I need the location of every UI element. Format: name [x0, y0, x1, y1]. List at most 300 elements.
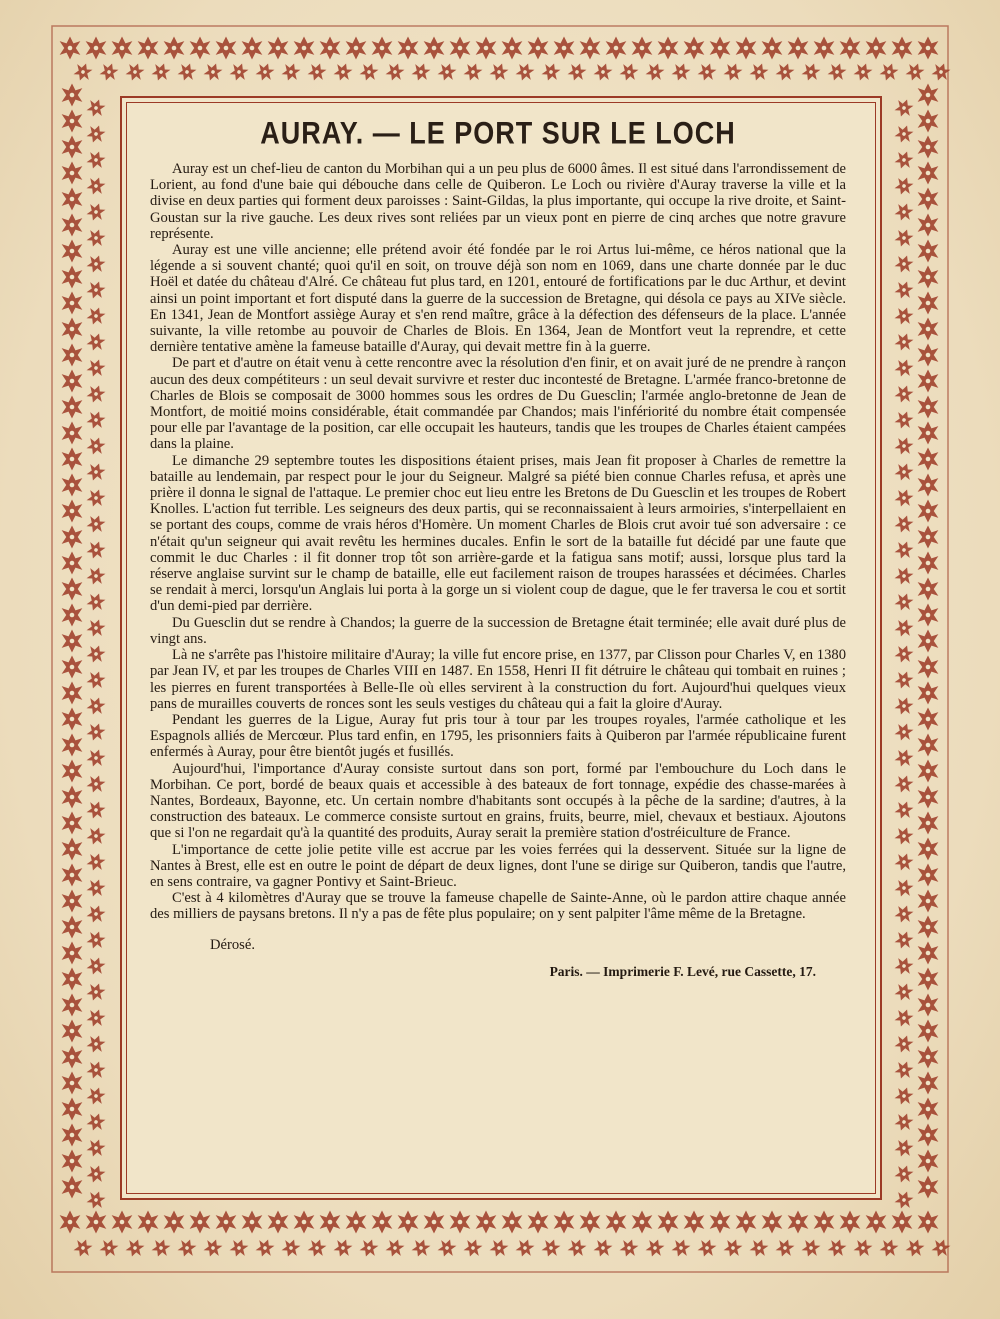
border-ornament	[826, 1237, 847, 1259]
border-ornament	[893, 1059, 914, 1081]
border-ornament	[164, 37, 185, 60]
border-ornament	[918, 84, 939, 107]
border-ornament	[372, 37, 393, 60]
border-ornament	[488, 1237, 509, 1259]
border-ornament	[138, 37, 159, 60]
border-ornament	[346, 1211, 367, 1234]
border-ornament	[893, 1033, 914, 1055]
border-ornament	[918, 838, 939, 861]
border-ornament	[918, 1098, 939, 1121]
border-ornament	[124, 61, 145, 83]
border-ornament	[800, 1237, 821, 1259]
border-ornament	[918, 1046, 939, 1069]
border-ornament	[918, 292, 939, 315]
border-ornament	[918, 188, 939, 211]
border-ornament	[476, 37, 497, 60]
border-ornament	[85, 1085, 106, 1107]
border-ornament	[62, 188, 83, 211]
border-ornament	[893, 825, 914, 847]
border-ornament	[684, 1211, 705, 1234]
border-ornament	[216, 37, 237, 60]
border-ornament	[918, 1150, 939, 1173]
border-ornament	[138, 1211, 159, 1234]
border-ornament	[893, 409, 914, 431]
border-ornament	[85, 357, 106, 379]
border-ornament	[918, 474, 939, 497]
border-ornament	[618, 61, 639, 83]
border-ornament	[62, 1176, 83, 1199]
border-ornament	[85, 1111, 106, 1133]
border-ornament	[893, 123, 914, 145]
border-ornament	[176, 61, 197, 83]
border-ornament	[85, 695, 106, 717]
paragraph: Aujourd'hui, l'importance d'Auray consiste surtout dans son port, formé par l'embouchure du Loch dans le Morbihan. Ce port, bordé de beaux quais et accessible à des bateaux de fort tonnage, expédie des chasse-marées à Nantes, Bordeaux, Bayonne, etc. Un certain nombre d'habitants sont occupés à la pêche de la sardine; d'autres, à la construction des bateaux. Le commerce consiste surtout en grains, fruits, beurre, miel, chevaux et bestiaux. Ajoutons que si l'on ne regardait qu'à la quantité des produits, Auray serait la première station d'ostréiculture de France.	[150, 760, 846, 842]
border-ornament	[450, 1211, 471, 1234]
border-ornament	[918, 162, 939, 185]
border-ornament	[98, 61, 119, 83]
border-ornament	[124, 1237, 145, 1259]
border-ornament	[918, 916, 939, 939]
border-ornament	[85, 851, 106, 873]
border-ornament	[644, 1237, 665, 1259]
border-ornament	[62, 1046, 83, 1069]
border-ornament	[372, 1211, 393, 1234]
border-ornament	[918, 1211, 939, 1234]
border-ornament	[918, 240, 939, 263]
border-ornament	[554, 37, 575, 60]
border-ornament	[774, 1237, 795, 1259]
border-ornament	[150, 1237, 171, 1259]
border-ornament	[320, 1211, 341, 1234]
border-ornament	[893, 227, 914, 249]
border-ornament	[893, 851, 914, 873]
border-ornament	[918, 578, 939, 601]
border-ornament	[918, 552, 939, 575]
border-ornament	[85, 565, 106, 587]
border-ornament	[62, 890, 83, 913]
border-ornament	[893, 461, 914, 483]
border-ornament	[62, 162, 83, 185]
border-ornament	[893, 539, 914, 561]
border-ornament	[893, 1085, 914, 1107]
border-ornament	[62, 474, 83, 497]
border-ornament	[332, 1237, 353, 1259]
border-ornament	[488, 61, 509, 83]
border-ornament	[918, 734, 939, 757]
border-ornament	[294, 37, 315, 60]
border-ornament	[893, 669, 914, 691]
border-ornament	[62, 500, 83, 523]
border-ornament	[918, 344, 939, 367]
border-ornament	[202, 61, 223, 83]
border-ornament	[280, 61, 301, 83]
border-ornament	[893, 565, 914, 587]
border-ornament	[242, 37, 263, 60]
border-ornament	[85, 487, 106, 509]
border-ornament	[566, 1237, 587, 1259]
border-ornament	[85, 825, 106, 847]
border-ornament	[502, 1211, 523, 1234]
border-ornament	[878, 61, 899, 83]
border-ornament	[85, 383, 106, 405]
paragraph: Auray est un chef-lieu de canton du Morbihan qui a un peu plus de 6000 âmes. Il est situé dans l'arrondissement de Lorient, au fond d'une baie qui débouche dans celle de Quiberon. Le Loch ou rivière d'Auray traverse la ville et la divise en deux parties qui forment deux paroisses : Saint-Gildas, la plus importante, qui occupe la rive droite, et Saint-Goustan sur la rive gauche. Les deux rives sont reliées par un vieux pont en pierre de cinq arches que notre gravure représente.	[150, 161, 846, 242]
border-ornament	[814, 37, 835, 60]
border-ornament	[554, 1211, 575, 1234]
border-ornament	[398, 37, 419, 60]
border-ornament	[85, 513, 106, 535]
border-ornament	[85, 799, 106, 821]
border-ornament	[528, 1211, 549, 1234]
border-ornament	[462, 1237, 483, 1259]
border-ornament	[85, 123, 106, 145]
border-ornament	[86, 37, 107, 60]
border-ornament	[85, 747, 106, 769]
border-ornament	[918, 682, 939, 705]
border-ornament	[893, 331, 914, 353]
border-ornament	[502, 37, 523, 60]
border-ornament	[893, 1111, 914, 1133]
border-ornament	[85, 201, 106, 223]
paragraph: De part et d'autre on était venu à cette rencontre avec la résolution d'en finir, et on avait juré de ne prendre à rançon aucun des deux compétiteurs : un seul devait survivre et rester duc incontesté de Bretagne. L'armée franco-bretonne de Charles de Blois se composait de 3000 hommes sous les ordres de Du Guesclin; l'armée anglo-bretonne de Jean de Montfort, de moitié moins considérable, était commandée par Chandos; mais l'infériorité du nombre était compensée pour elle par l'avantage de la position, car elle occupait les hauteurs, tandis que les troupes de Charles étaient campées dans la plaine.	[150, 355, 846, 453]
border-ornament	[893, 513, 914, 535]
border-ornament	[893, 357, 914, 379]
border-ornament	[384, 1237, 405, 1259]
border-ornament	[606, 1211, 627, 1234]
border-ornament	[696, 1237, 717, 1259]
border-ornament	[918, 214, 939, 237]
border-ornament	[814, 1211, 835, 1234]
border-ornament	[410, 1237, 431, 1259]
border-ornament	[190, 1211, 211, 1234]
border-ornament	[918, 110, 939, 133]
border-ornament	[85, 253, 106, 275]
border-ornament	[878, 1237, 899, 1259]
border-ornament	[62, 682, 83, 705]
border-ornament	[62, 1020, 83, 1043]
border-ornament	[85, 617, 106, 639]
border-ornament	[164, 1211, 185, 1234]
border-ornament	[788, 1211, 809, 1234]
border-ornament	[892, 37, 913, 60]
border-ornament	[658, 37, 679, 60]
border-ornament	[62, 604, 83, 627]
border-ornament	[62, 370, 83, 393]
border-ornament	[62, 578, 83, 601]
border-ornament	[710, 1211, 731, 1234]
paragraph: C'est à 4 kilomètres d'Auray que se trouve la fameuse chapelle de Sainte-Anne, où le pardon attire chaque année des milliers de paysans bretons. Il n'y a pas de fête plus populaire; on y sent palpiter l'âme même de la Bretagne.	[150, 890, 846, 923]
printer-imprint: Paris. — Imprimerie F. Levé, rue Cassette, 17.	[549, 963, 816, 979]
border-ornament	[918, 890, 939, 913]
border-ornament	[774, 61, 795, 83]
border-ornament	[62, 734, 83, 757]
border-ornament	[85, 331, 106, 353]
border-ornament	[866, 1211, 887, 1234]
border-ornament	[840, 1211, 861, 1234]
border-ornament	[893, 955, 914, 977]
border-ornament	[893, 279, 914, 301]
border-ornament	[918, 500, 939, 523]
border-ornament	[85, 929, 106, 951]
border-ornament	[592, 61, 613, 83]
border-ornament	[893, 617, 914, 639]
border-ornament	[632, 37, 653, 60]
border-ornament	[280, 1237, 301, 1259]
border-ornament	[306, 1237, 327, 1259]
border-ornament	[242, 1211, 263, 1234]
border-ornament	[918, 526, 939, 549]
border-ornament	[85, 149, 106, 171]
border-ornament	[62, 448, 83, 471]
border-ornament	[294, 1211, 315, 1234]
border-ornament	[893, 929, 914, 951]
border-ornament	[85, 435, 106, 457]
border-ornament	[644, 61, 665, 83]
border-ornament	[358, 61, 379, 83]
border-ornament	[62, 318, 83, 341]
border-ornament	[85, 279, 106, 301]
border-ornament	[893, 643, 914, 665]
border-ornament	[85, 1007, 106, 1029]
border-ornament	[736, 1211, 757, 1234]
border-ornament	[60, 37, 81, 60]
border-ornament	[60, 1211, 81, 1234]
border-ornament	[618, 1237, 639, 1259]
border-ornament	[670, 1237, 691, 1259]
border-ornament	[580, 37, 601, 60]
border-ornament	[85, 97, 106, 119]
border-ornament	[85, 877, 106, 899]
border-ornament	[85, 227, 106, 249]
border-ornament	[893, 1189, 914, 1211]
border-ornament	[62, 942, 83, 965]
border-ornament	[62, 786, 83, 809]
border-ornament	[72, 61, 93, 83]
border-ornament	[670, 61, 691, 83]
border-ornament	[918, 994, 939, 1017]
border-ornament	[918, 656, 939, 679]
border-ornament	[62, 1098, 83, 1121]
border-ornament	[85, 409, 106, 431]
paragraph: Pendant les guerres de la Ligue, Auray fut pris tour à tour par les troupes royales, l'armée catholique et les Espagnols alliés de Mercœur. Plus tard enfin, en 1795, les prisonniers faits à Quiberon par l'armée républicaine furent enfermés à Auray, pour être bientôt jugés et fusillés.	[150, 711, 846, 761]
border-ornament	[918, 1124, 939, 1147]
border-ornament	[893, 175, 914, 197]
border-ornament	[98, 1237, 119, 1259]
border-ornament	[424, 37, 445, 60]
border-ornament	[62, 656, 83, 679]
border-ornament	[918, 370, 939, 393]
paragraph: Du Guesclin dut se rendre à Chandos; la guerre de la succession de Bretagne était terminée; elle avait duré plus de vingt ans.	[150, 614, 846, 647]
border-ornament	[176, 1237, 197, 1259]
border-ornament	[684, 37, 705, 60]
border-ornament	[710, 37, 731, 60]
border-ornament	[893, 1163, 914, 1185]
border-ornament	[62, 916, 83, 939]
border-ornament	[606, 37, 627, 60]
border-ornament	[358, 1237, 379, 1259]
border-ornament	[436, 61, 457, 83]
border-ornament	[320, 37, 341, 60]
border-ornament	[696, 61, 717, 83]
border-ornament	[112, 37, 133, 60]
border-ornament	[62, 110, 83, 133]
paragraph: Auray est une ville ancienne; elle prétend avoir été fondée par le roi Artus lui-même, ce héros national que la légende a si souvent chanté; quoi qu'il en soit, on trouve déjà son nom en 1069, dans une charte donnée par le duc Hoël et datée du château d'Alré. Ce château fut plus tard, en 1201, entouré de fortifications par le duc Arthur, et devint ainsi un point important et fort disputé dans la guerre de la succession de Bretagne, qui désola ce pays au XIVe siècle. En 1341, Jean de Montfort assiège Auray et s'en rend maître, grâce à la défection des défenseurs de la place. L'année suivante, la ville retombe au pouvoir de Charles de Blois. En 1364, Jean de Montfort veut la reprendre, et cette dernière tentative amène la fameuse bataille d'Auray, qui devait mettre fin à la guerre.	[150, 242, 846, 356]
border-ornament	[632, 1211, 653, 1234]
border-ornament	[476, 1211, 497, 1234]
border-ornament	[893, 903, 914, 925]
border-ornament	[410, 61, 431, 83]
border-ornament	[893, 591, 914, 613]
border-ornament	[918, 37, 939, 60]
border-ornament	[86, 1211, 107, 1234]
border-ornament	[540, 1237, 561, 1259]
page-title: AURAY. — LE PORT SUR LE LOCH	[260, 115, 736, 151]
border-ornament	[514, 61, 535, 83]
paragraph: Le dimanche 29 septembre toutes les dispositions étaient prises, mais Jean fit proposer à Charles de remettre la bataille au lendemain, par respect pour le jour du Seigneur. Malgré sa piété bien connue Charles refusa, et après une prière il donna le signal de l'attaque. Le premier choc eut lieu entre les Bretons de Du Guesclin et les troupes de Robert Knolles. L'action fut terrible. Les seigneurs des deux partis, qui se reconnaissaient à leurs armoiries, s'interpellaient en se portant des coups, comme de vrais héros d'Homère. Un moment Charles de Blois crut avoir tué son adversaire : ce n'était qu'un seigneur qui avait revêtu les hermines ducales. Enfin le sort de la bataille fut décidé par une faute que commit le duc Charles : il fit donner trop tôt son arrière-garde et la fatigua sans motif; aussi, lorsque plus tard la réserve anglaise survint sur le champ de bataille, elle eut facilement raison de troupes harassées et décimées. Charles se rendait à merci, lorsqu'un Anglais lui porta à la gorge un si violent coup de dague, que le fer traversa le cou et sortit d'un demi-pied par derrière.	[150, 452, 846, 615]
border-ornament	[893, 799, 914, 821]
border-ornament	[800, 61, 821, 83]
border-ornament	[866, 37, 887, 60]
border-ornament	[85, 773, 106, 795]
border-ornament	[893, 149, 914, 171]
border-ornament	[893, 253, 914, 275]
border-ornament	[528, 37, 549, 60]
border-ornament	[580, 1211, 601, 1234]
border-ornament	[202, 1237, 223, 1259]
border-ornament	[826, 61, 847, 83]
paragraph: L'importance de cette jolie petite ville est accrue par les voies ferrées qui la desservent. Située sur la ligne de Nantes à Brest, elle est en outre le point de départ de deux lignes, dont l'une se dirige sur Quiberon, tandis que l'autre, en sens contraire, va gagner Pontivy et Saint-Brieuc.	[150, 841, 846, 890]
border-ornament	[62, 214, 83, 237]
border-ornament	[254, 1237, 275, 1259]
border-ornament	[592, 1237, 613, 1259]
border-ornament	[62, 968, 83, 991]
border-ornament	[904, 61, 925, 83]
border-ornament	[85, 1189, 106, 1211]
border-ornament	[893, 695, 914, 717]
border-ornament	[658, 1211, 679, 1234]
border-ornament	[62, 1124, 83, 1147]
border-ornament	[748, 1237, 769, 1259]
border-ornament	[62, 266, 83, 289]
border-ornament	[892, 1211, 913, 1234]
border-ornament	[893, 487, 914, 509]
border-ornament	[254, 61, 275, 83]
border-ornament	[722, 61, 743, 83]
border-ornament	[346, 37, 367, 60]
border-ornament	[62, 84, 83, 107]
border-ornament	[216, 1211, 237, 1234]
border-ornament	[893, 773, 914, 795]
signature: Dérosé.	[210, 936, 255, 953]
border-ornament	[722, 1237, 743, 1259]
border-ornament	[85, 461, 106, 483]
border-ornament	[85, 1163, 106, 1185]
border-ornament	[852, 1237, 873, 1259]
border-ornament	[893, 1137, 914, 1159]
border-ornament	[893, 877, 914, 899]
border-ornament	[112, 1211, 133, 1234]
border-ornament	[918, 812, 939, 835]
border-ornament	[918, 864, 939, 887]
border-ornament	[85, 721, 106, 743]
border-ornament	[85, 643, 106, 665]
border-ornament	[85, 539, 106, 561]
border-ornament	[918, 448, 939, 471]
border-ornament	[918, 708, 939, 731]
border-ornament	[918, 604, 939, 627]
border-ornament	[62, 630, 83, 653]
border-ornament	[918, 1020, 939, 1043]
border-ornament	[540, 61, 561, 83]
border-ornament	[748, 61, 769, 83]
border-ornament	[85, 903, 106, 925]
border-ornament	[918, 942, 939, 965]
border-ornament	[85, 981, 106, 1003]
border-ornament	[268, 37, 289, 60]
border-ornament	[332, 61, 353, 83]
border-ornament	[62, 812, 83, 835]
border-ornament	[893, 721, 914, 743]
border-ornament	[852, 61, 873, 83]
border-ornament	[72, 1237, 93, 1259]
border-ornament	[893, 305, 914, 327]
border-ornament	[85, 175, 106, 197]
border-ornament	[85, 669, 106, 691]
border-ornament	[62, 864, 83, 887]
article	[150, 112, 846, 1192]
border-ornament	[918, 396, 939, 419]
border-ornament	[918, 968, 939, 991]
border-ornament	[436, 1237, 457, 1259]
border-ornament	[85, 1137, 106, 1159]
border-ornament	[398, 1211, 419, 1234]
border-ornament	[893, 981, 914, 1003]
border-ornament	[384, 61, 405, 83]
border-ornament	[62, 760, 83, 783]
border-ornament	[85, 1033, 106, 1055]
border-ornament	[62, 292, 83, 315]
border-ornament	[85, 955, 106, 977]
border-ornament	[85, 591, 106, 613]
border-ornament	[918, 786, 939, 809]
border-ornament	[893, 435, 914, 457]
border-ornament	[918, 630, 939, 653]
border-ornament	[893, 201, 914, 223]
border-ornament	[893, 1007, 914, 1029]
border-ornament	[893, 97, 914, 119]
border-ornament	[424, 1211, 445, 1234]
border-ornament	[62, 526, 83, 549]
border-ornament	[904, 1237, 925, 1259]
border-ornament	[788, 37, 809, 60]
border-ornament	[62, 422, 83, 445]
border-ornament	[62, 1072, 83, 1095]
border-ornament	[918, 1176, 939, 1199]
border-ornament	[893, 747, 914, 769]
border-ornament	[150, 61, 171, 83]
border-ornament	[566, 61, 587, 83]
border-ornament	[736, 37, 757, 60]
border-ornament	[228, 1237, 249, 1259]
border-ornament	[268, 1211, 289, 1234]
border-ornament	[762, 1211, 783, 1234]
border-ornament	[893, 383, 914, 405]
border-ornament	[462, 61, 483, 83]
border-ornament	[918, 266, 939, 289]
border-ornament	[918, 422, 939, 445]
border-ornament	[514, 1237, 535, 1259]
border-ornament	[228, 61, 249, 83]
border-ornament	[62, 136, 83, 159]
